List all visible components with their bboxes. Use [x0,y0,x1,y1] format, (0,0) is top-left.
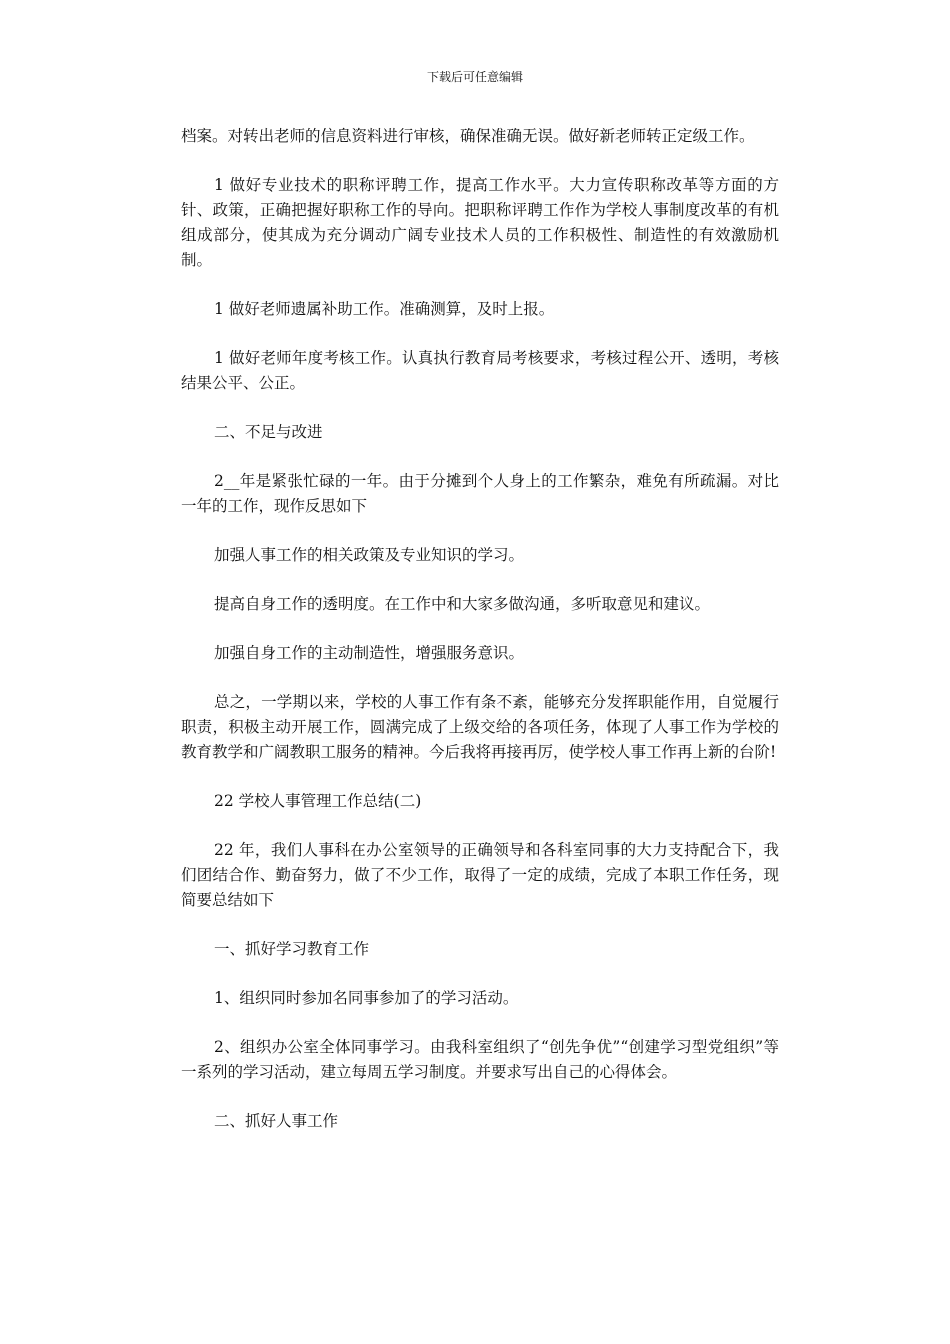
paragraph: 加强人事工作的相关政策及专业知识的学习。 [214,546,525,564]
paragraph: 加强自身工作的主动制造性，增强服务意识。 [214,644,525,662]
section-heading: 二、不足与改进 [214,423,323,441]
section-heading: 一、抓好学习教育工作 [214,940,370,958]
page-header: 下载后可任意编辑 [426,70,523,84]
paragraph: 档案。对转出老师的信息资料进行审核，确保准确无误。做好新老师转正定级工作。 [181,127,755,145]
document-body [181,124,779,1158]
paragraph: 22 年，我们人事科在办公室领导的正确领导和各科室同事的大力支持配合下，我们团结合作、勤奋努力，做了不少工作，取得了一定的成绩，完成了本职工作任务，现简要总结如下 [181,841,779,909]
paragraph: 2、组织办公室全体同事学习。由我科室组织了“创先争优”“创建学习型党组织”等一系列的学习活动，建立每周五学习制度。并要求写出自己的心得体会。 [181,1038,779,1081]
paragraph: 1 做好老师遗属补助工作。准确测算，及时上报。 [214,300,555,318]
paragraph: 提高自身工作的透明度。在工作中和大家多做沟通，多听取意见和建议。 [214,595,711,613]
paragraph: 2__年是紧张忙碌的一年。由于分摊到个人身上的工作繁杂，难免有所疏漏。对比一年的工作，现作反思如下 [181,472,779,515]
section-heading: 二、抓好人事工作 [214,1112,339,1130]
section-title: 22 学校人事管理工作总结(二) [214,792,422,810]
paragraph: 1、组织同时参加名同事参加了的学习活动。 [214,989,519,1007]
paragraph: 1 做好专业技术的职称评聘工作，提高工作水平。大力宣传职称改革等方面的方针、政策，正确把握好职称工作的导向。把职称评聘工作作为学校人事制度改革的有机组成部分，使其成为充分调动广阔专业技术人员的工作积极性、制造性的有效激励机制。 [181,176,779,269]
paragraph: 1 做好老师年度考核工作。认真执行教育局考核要求，考核过程公开、透明，考核结果公平、公正。 [181,349,779,392]
paragraph: 总之，一学期以来，学校的人事工作有条不紊，能够充分发挥职能作用，自觉履行职责，积极主动开展工作，圆满完成了上级交给的各项任务，体现了人事工作为学校的教育教学和广阔教职工服务的精神。今后我将再接再厉，使学校人事工作再上新的台阶! [181,693,779,761]
